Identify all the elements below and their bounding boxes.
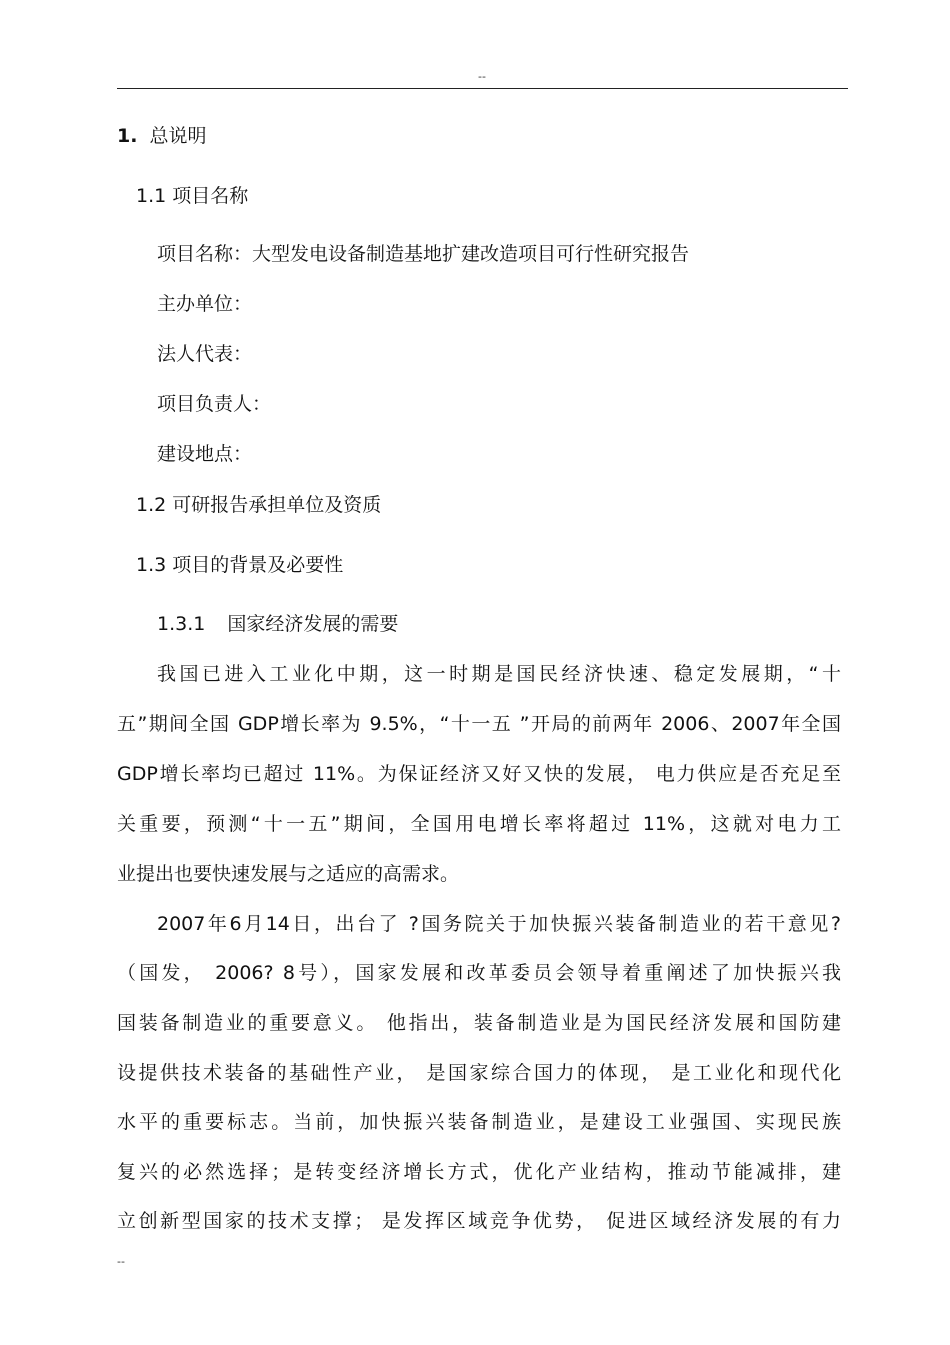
- paragraph-2-line: 水平的重要标志。当前，加快振兴装备制造业，是建设工业强国、实现民族: [117, 1111, 841, 1133]
- section-1-title: 总说明: [149, 125, 207, 147]
- paragraph-1-line: 我国已进入工业化中期，这一时期是国民经济快速、稳定发展期，“十: [157, 663, 841, 685]
- page-footer-mark: --: [117, 1255, 125, 1268]
- paragraph-2-line: 复兴的必然选择；是转变经济增长方式，优化产业结构，推动节能减排，建: [117, 1161, 841, 1183]
- paragraph-1-line: 关重要，预测“十一五”期间，全国用电增长率将超过 11%，这就对电力工: [117, 813, 841, 835]
- section-1-3-heading: 1.3 项目的背景及必要性: [136, 554, 344, 576]
- page-header-mark: --: [478, 70, 486, 83]
- paragraph-2-line: 2007年6月14日，出台了 ?国务院关于加快振兴装备制造业的若干意见?: [157, 913, 841, 935]
- section-1-3-1-heading: [157, 612, 398, 636]
- field-location: 建设地点：: [157, 443, 253, 465]
- header-rule: [117, 88, 848, 89]
- section-1-number: 1.: [117, 125, 138, 147]
- section-1-3-1-title: 国家经济发展的需要: [227, 613, 399, 635]
- paragraph-2-line: 国装备制造业的重要意义。 他指出，装备制造业是为国民经济发展和国防建: [117, 1012, 841, 1034]
- paragraph-1-line: 五”期间全国 GDP增长率为 9.5%，“十一五 ”开局的前两年 2006、2007年全国: [117, 713, 841, 735]
- field-project-lead: 项目负责人：: [157, 393, 272, 415]
- section-1-3-1-number: 1.3.1: [157, 613, 206, 635]
- field-host-unit: 主办单位：: [157, 293, 253, 315]
- paragraph-2-line: 设提供技术装备的基础性产业， 是国家综合国力的体现， 是工业化和现代化: [117, 1062, 841, 1084]
- section-1-2-heading: 1.2 可研报告承担单位及资质: [136, 494, 382, 516]
- paragraph-1-line: GDP增长率均已超过 11%。为保证经济又好又快的发展， 电力供应是否充足至: [117, 763, 841, 785]
- section-1-heading: [117, 124, 206, 148]
- section-1-1-heading: 1.1 项目名称: [136, 185, 249, 207]
- paragraph-2-line: 立创新型国家的技术支撑； 是发挥区域竞争优势， 促进区域经济发展的有力: [117, 1210, 841, 1232]
- field-legal-rep: 法人代表：: [157, 343, 253, 365]
- field-project-name: 项目名称：大型发电设备制造基地扩建改造项目可行性研究报告: [157, 243, 690, 265]
- paragraph-2-line: （国发， 2006? 8号），国家发展和改革委员会领导着重阐述了加快振兴我: [117, 962, 841, 984]
- paragraph-1-line: 业提出也要快速发展与之适应的高需求。: [117, 863, 460, 885]
